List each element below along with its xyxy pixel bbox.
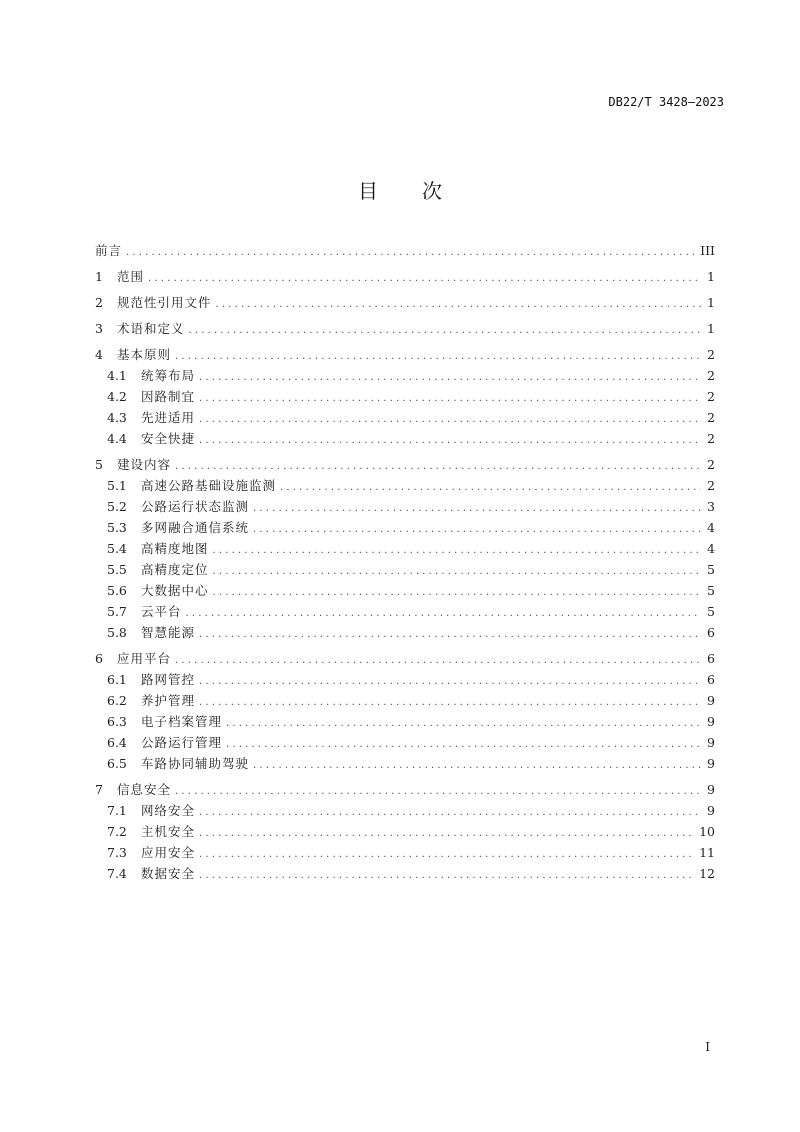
standard-code: DB22/T 3428—2023 [608,95,724,109]
toc-entry-number: 4.1 [107,368,127,383]
toc-entry-number: 5.5 [107,562,127,577]
toc-entry[interactable] [95,240,715,261]
dot-leader [189,320,701,341]
dot-leader [175,346,701,367]
toc-subentry[interactable] [95,842,715,863]
toc-entry-label: 云平台 [141,604,182,619]
toc-entry-label: 建设内容 [117,457,172,472]
toc-entry-label: 高精度地图 [141,541,209,556]
toc-entry-page: 6 [707,651,715,666]
toc-entry-page: 9 [707,693,715,708]
toc-entry-number: 4.2 [107,389,127,404]
dot-leader [226,713,701,734]
toc-entry-page: 2 [707,389,715,404]
toc-entry[interactable] [95,648,715,669]
toc-entry-page: 2 [707,478,715,493]
toc-entry-number: 3 [95,321,103,336]
dot-leader [199,823,695,844]
toc-entry-label: 应用平台 [117,651,172,666]
toc-entry-label: 规范性引用文件 [117,295,212,310]
toc-entry-label: 车路协同辅助驾驶 [141,756,250,771]
toc-subentry[interactable] [95,407,715,428]
dot-leader [199,624,701,645]
toc-entry[interactable] [95,292,715,313]
toc-entry-number: 5.8 [107,625,127,640]
toc-entry-label: 术语和定义 [117,321,185,336]
toc-subentry[interactable] [95,732,715,753]
toc-entry[interactable] [95,779,715,800]
page-number: I [705,1040,710,1054]
toc-subentry[interactable] [95,386,715,407]
toc-subentry[interactable] [95,863,715,884]
toc-subentry[interactable] [95,428,715,449]
toc-entry-label: 智慧能源 [141,625,196,640]
toc-entry-number: 5.7 [107,604,127,619]
toc-entry-number: 6.2 [107,693,127,708]
toc-entry-page: 9 [707,714,715,729]
toc-entry-page: 1 [707,295,715,310]
dot-leader [213,582,701,603]
toc-entry-number: 5.2 [107,499,127,514]
toc-entry-label: 数据安全 [141,866,196,881]
toc-subentry[interactable] [95,821,715,842]
toc-subentry[interactable] [95,538,715,559]
dot-leader [175,456,701,477]
dot-leader [199,430,701,451]
title-char-1: 目 [358,179,378,203]
dot-leader [175,781,701,802]
toc-entry-page: 9 [707,782,715,797]
dot-leader [253,519,701,540]
toc-entry-page: 2 [707,457,715,472]
toc-subentry[interactable] [95,365,715,386]
dot-leader [199,367,701,388]
toc-entry-page: 5 [707,562,715,577]
toc-entry-number: 2 [95,295,103,310]
toc-entry-number: 7 [95,782,103,797]
toc-entry-number: 4 [95,347,103,362]
dot-leader [148,268,701,289]
toc-entry-page: 2 [707,410,715,425]
toc-entry-page: 12 [699,866,715,881]
toc-entry-label: 公路运行管理 [141,735,223,750]
table-of-contents [95,240,715,884]
toc-entry-label: 信息安全 [117,782,172,797]
toc-entry-page: 11 [699,845,715,860]
toc-entry-label: 路网管控 [141,672,196,687]
dot-leader [199,388,701,409]
toc-entry-number: 6 [95,651,103,666]
toc-entry[interactable] [95,266,715,287]
toc-entry-number: 4.3 [107,410,127,425]
dot-leader [253,755,701,776]
toc-entry-number: 6.4 [107,735,127,750]
toc-entry-label: 多网融合通信系统 [141,520,250,535]
toc-entry-page: 9 [707,803,715,818]
toc-entry-page: 2 [707,431,715,446]
toc-entry-label: 养护管理 [141,693,196,708]
dot-leader [216,294,701,315]
toc-entry-label: 因路制宜 [141,389,196,404]
toc-entry-page: 1 [707,269,715,284]
toc-entry-label: 基本原则 [117,347,172,362]
toc-entry-page: 6 [707,625,715,640]
toc-entry-page: 3 [707,499,715,514]
toc-entry-number: 5.3 [107,520,127,535]
toc-subentry[interactable] [95,580,715,601]
toc-subentry[interactable] [95,496,715,517]
dot-leader [213,540,701,561]
toc-entry[interactable] [95,344,715,365]
toc-subentry[interactable] [95,753,715,774]
toc-entry-number: 5.6 [107,583,127,598]
dot-leader [280,477,701,498]
toc-entry-page: 1 [707,321,715,336]
dot-leader [199,865,695,886]
toc-entry-number: 5.1 [107,478,127,493]
toc-entry-label: 安全快捷 [141,431,196,446]
dot-leader [199,802,701,823]
toc-entry-number: 7.1 [107,803,127,818]
toc-entry-number: 4.4 [107,431,127,446]
toc-entry-page: 9 [707,756,715,771]
toc-subentry[interactable] [95,690,715,711]
dot-leader [175,650,701,671]
toc-entry-page: 6 [707,672,715,687]
toc-entry-page: 4 [707,520,715,535]
toc-entry-number: 6.1 [107,672,127,687]
toc-entry-number: 1 [95,269,103,284]
toc-entry-page: 2 [707,368,715,383]
toc-entry-number: 7.2 [107,824,127,839]
toc-entry-number: 5 [95,457,103,472]
toc-subentry[interactable] [95,711,715,732]
toc-entry-label: 高速公路基础设施监测 [141,478,277,493]
toc-entry-label: 范围 [117,269,145,284]
toc-entry-page: 4 [707,541,715,556]
toc-entry-label: 统筹布局 [141,368,196,383]
dot-leader [186,603,701,624]
toc-subentry[interactable] [95,601,715,622]
toc-entry-number: 5.4 [107,541,127,556]
toc-subentry[interactable] [95,669,715,690]
toc-entry-page: 5 [707,604,715,619]
toc-subentry[interactable] [95,622,715,643]
page-title [0,175,800,204]
toc-entry-page: 10 [699,824,715,839]
toc-entry-page: 2 [707,347,715,362]
toc-entry-number: 6.3 [107,714,127,729]
toc-entry-page: 5 [707,583,715,598]
toc-subentry[interactable] [95,517,715,538]
dot-leader [126,242,696,263]
toc-entry-label: 电子档案管理 [141,714,223,729]
toc-entry[interactable] [95,318,715,339]
dot-leader [199,671,701,692]
toc-subentry[interactable] [95,800,715,821]
toc-entry-number: 7.4 [107,866,127,881]
toc-entry-number: 6.5 [107,756,127,771]
toc-entry-number: 7.3 [107,845,127,860]
dot-leader [226,734,701,755]
dot-leader [199,409,701,430]
toc-entry-label: 主机安全 [141,824,196,839]
toc-entry-label: 大数据中心 [141,583,209,598]
dot-leader [253,498,701,519]
toc-entry-label: 前言 [95,243,123,258]
dot-leader [199,844,695,865]
title-char-2: 次 [422,179,442,203]
toc-entry-label: 公路运行状态监测 [141,499,250,514]
toc-subentry[interactable] [95,475,715,496]
toc-entry-page: III [700,243,715,258]
dot-leader [199,692,701,713]
toc-entry-label: 先进适用 [141,410,196,425]
toc-entry-page: 9 [707,735,715,750]
toc-subentry[interactable] [95,559,715,580]
toc-entry-label: 应用安全 [141,845,196,860]
dot-leader [213,561,701,582]
toc-entry[interactable] [95,454,715,475]
toc-entry-label: 网络安全 [141,803,196,818]
toc-entry-label: 高精度定位 [141,562,209,577]
